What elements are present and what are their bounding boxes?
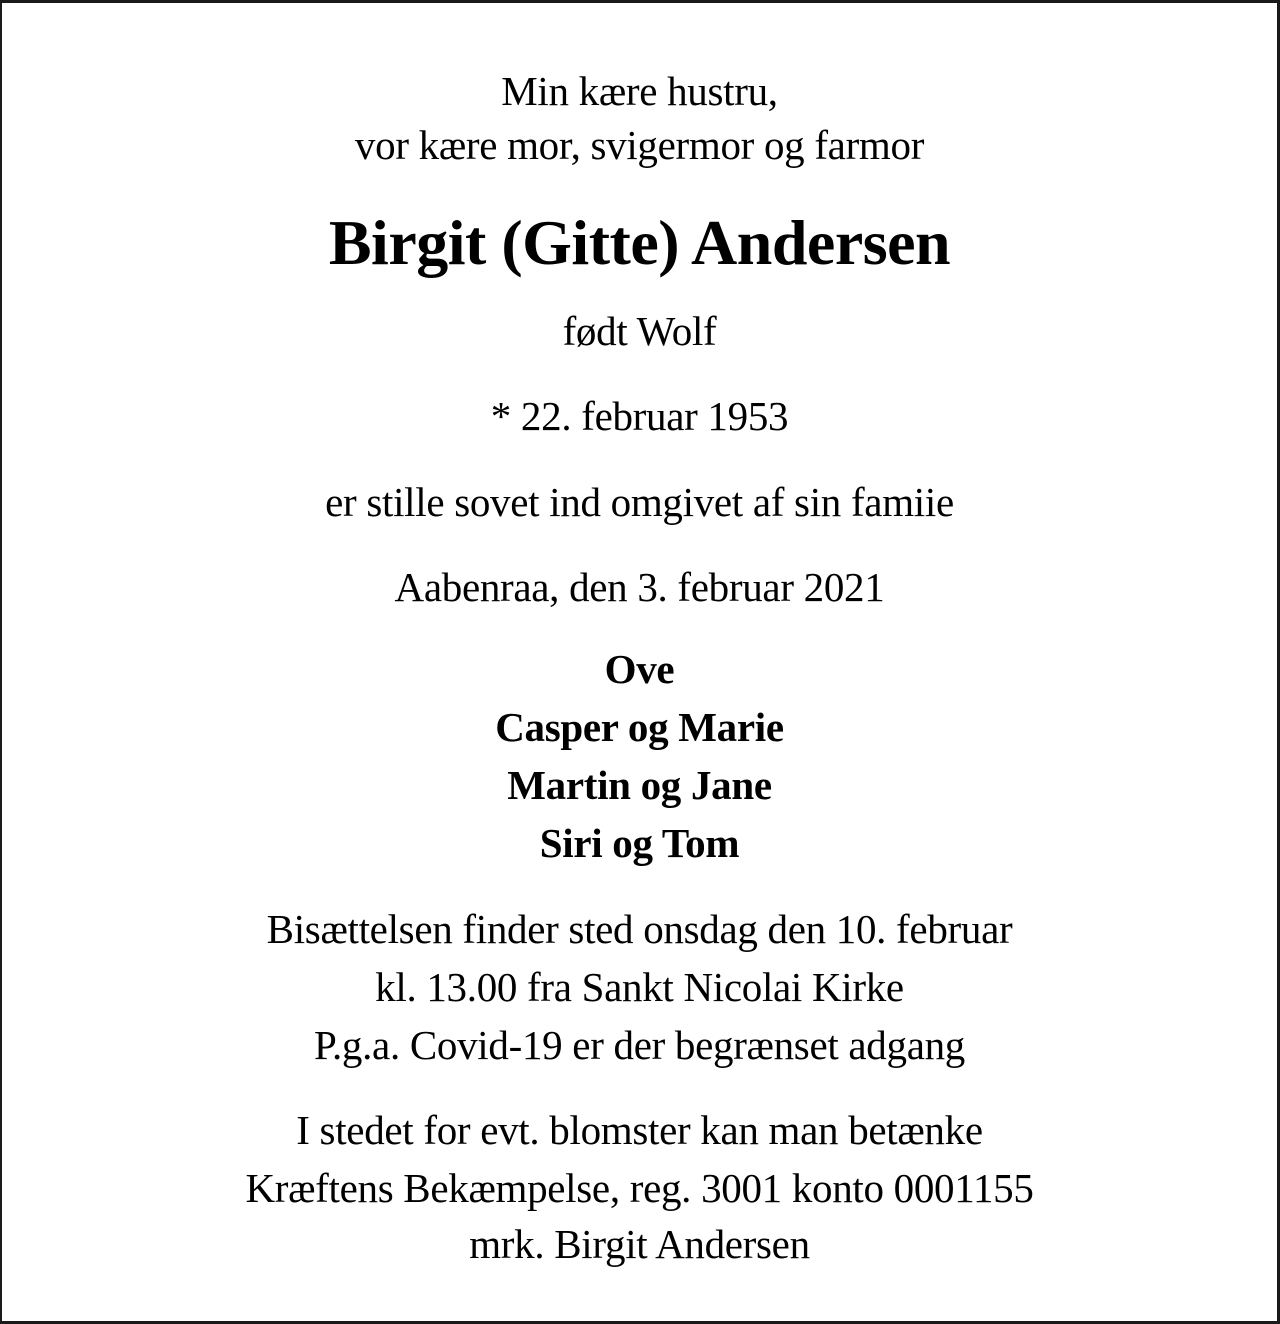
- family-member: Casper og Marie: [495, 704, 784, 750]
- donation-line: mrk. Birgit Andersen: [469, 1221, 810, 1267]
- intro-line-1: Min kære hustru,: [501, 68, 778, 114]
- intro-line-2: vor kære mor, svigermor og farmor: [354, 122, 925, 168]
- family-member: Ove: [604, 646, 675, 692]
- family-member: Martin og Jane: [507, 762, 772, 808]
- funeral-line: P.g.a. Covid-19 er der begrænset adgang: [314, 1022, 965, 1068]
- deceased-name: Birgit (Gitte) Andersen: [328, 207, 951, 278]
- donation-line: Kræftens Bekæmpelse, reg. 3001 konto 0001155: [245, 1165, 1034, 1211]
- maiden-name: født Wolf: [562, 308, 717, 354]
- donation-line: I stedet for evt. blomster kan man betænke: [296, 1107, 983, 1153]
- family-member: Siri og Tom: [539, 820, 740, 866]
- funeral-line: kl. 13.00 fra Sankt Nicolai Kirke: [375, 964, 904, 1010]
- birth-date: * 22. februar 1953: [490, 393, 789, 439]
- funeral-line: Bisættelsen finder sted onsdag den 10. februar: [266, 906, 1013, 952]
- passing-text: er stille sovet ind omgivet af sin famiie: [325, 479, 954, 525]
- place-and-date: Aabenraa, den 3. februar 2021: [394, 564, 885, 610]
